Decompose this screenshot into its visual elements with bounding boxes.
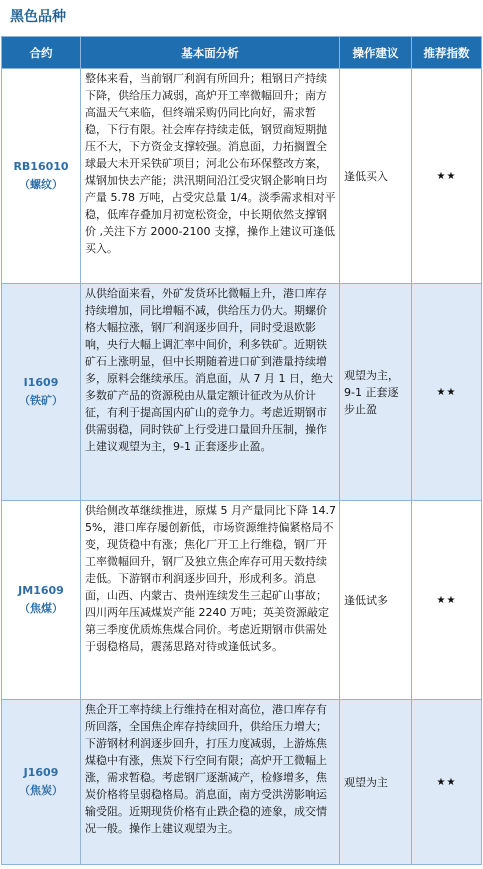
table-row <box>2 700 482 865</box>
contract-cell <box>2 69 81 284</box>
contract-name: （铁矿） <box>19 394 63 407</box>
table-row <box>2 69 482 284</box>
rating-stars: ★★ <box>412 700 482 865</box>
contract-code: I1609 <box>23 376 59 389</box>
header-advice: 操作建议 <box>340 37 412 69</box>
advice-cell: 观望为主 <box>340 700 412 865</box>
contract-name: （焦煤） <box>19 602 63 615</box>
contract-code: RB16010 <box>13 160 69 173</box>
contract-name: （螺纹） <box>19 178 63 191</box>
header-rating: 推荐指数 <box>412 37 482 69</box>
contract-name: （焦炭） <box>19 784 63 797</box>
analysis-cell: 焦企开工率持续上行维持在相对高位，港口库存有所回落，全国焦企库存持续回升，供给压力增大；下游钢材利润逐步回升，打压力度减弱，上游炼焦煤稳中有涨，焦炭下行空间有限；高炉开工微幅上涨，需求暂稳。考虑钢厂逐渐减产，检修增多，焦炭价格将呈弱稳格局。消息面，南方受洪涝影响运输受阻。近期现货价格有止跌企稳的迹象，成交情况一般。操作上建议观望为主。 <box>81 700 340 865</box>
header-analysis: 基本面分析 <box>81 37 340 69</box>
advice-cell: 逢低试多 <box>340 501 412 700</box>
futures-table <box>1 36 482 865</box>
table-header-row <box>2 37 482 69</box>
analysis-cell: 从供给面来看，外矿发货环比微幅上升，港口库存持续增加，同比增幅不减，供给压力仍大。期螺价格大幅拉涨，钢厂利润逐步回升，同时受退欧影响，央行大幅上调汇率中间价，利多铁矿。近期铁矿石上涨明显，但中长期随着进口矿到港量持续增多，原料会继续承压。消息面，从 7 月 1 日，绝大多数矿产品的资源税由从量定额计征改为从价计征，有利于提高国内矿山的竞争力。考虑近期钢市供需弱稳，同时铁矿上行受进口量回升压制，操作上建议观望为主，9-1 正套逐步止盈。 <box>81 284 340 501</box>
contract-code: J1609 <box>23 766 59 779</box>
contract-cell <box>2 501 81 700</box>
analysis-cell: 整体来看，当前钢厂利润有所回升；粗钢日产持续下降，供给压力减弱，高炉开工率微幅回升；南方高温天气来临，但终端采购仍同比向好，需求暂稳，下行有限。社会库存持续走低，钢贸商短期抛压不大，下方资金支撑较强。消息面，力拓搁置全球最大未开采铁矿项目；河北公布环保整改方案，煤钢加快去产能；洪汛期间沿江受灾钢企影响日均产量 5.78 万吨，占受灾总量 1/4。淡季需求相对平稳，低库存叠加月初宽松资金，中长期依然支撑钢价 ,关注下方 2000-2100 支撑，操作上建议可逢低买入。 <box>81 69 340 284</box>
table-row <box>2 501 482 700</box>
rating-stars: ★★ <box>412 501 482 700</box>
contract-cell <box>2 284 81 501</box>
rating-stars: ★★ <box>412 69 482 284</box>
header-contract: 合约 <box>2 37 81 69</box>
table-row <box>2 284 482 501</box>
advice-cell: 逢低买入 <box>340 69 412 284</box>
contract-code: JM1609 <box>18 584 64 597</box>
rating-stars: ★★ <box>412 284 482 501</box>
section-title: 黑色品种 <box>10 9 66 25</box>
analysis-cell: 供给侧改革继续推进，原煤 5 月产量同比下降 14.75%，港口库存屡创新低，市场资源维持偏紧格局不变，现货稳中有涨；焦化厂开工上行维稳，钢厂开工率微幅回升，钢厂及独立焦企库存可用天数持续走低。下游钢市利润逐步回升，形成利多。消息面，山西、内蒙古、贵州连续发生三起矿山事故；四川两年压减煤炭产能 2240 万吨；英美资源敲定第三季度优质炼焦煤合同价。考虑近期钢市供需处于弱稳格局，震荡思路对待或逢低试多。 <box>81 501 340 700</box>
advice-cell: 观望为主，9-1 正套逐步止盈 <box>340 284 412 501</box>
contract-cell <box>2 700 81 865</box>
